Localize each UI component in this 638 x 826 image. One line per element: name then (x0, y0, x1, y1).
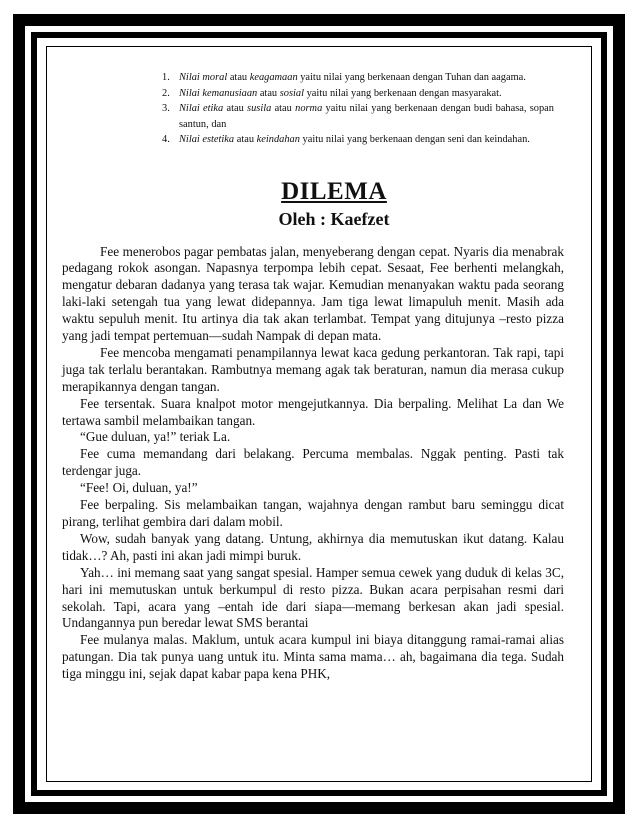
story-paragraph: “Fee! Oi, duluan, ya!” (80, 480, 198, 496)
story-paragraph: Yah… ini memang saat yang sangat spesial. Hamper semua cewek yang duduk di kelas 3C, hari ini memutuskan untuk berkumpul di resto pizza. Bukan acara perpisahan resmi dari sekolah. Tapi, acara yang –entah ide dari siapa—memang berkesan akan jadi spesial. Undangannya pun beredar lewat SMS berantai (62, 564, 564, 631)
story-paragraph: “Gue duluan, ya!” teriak La. (80, 429, 231, 445)
story-paragraph: Fee mulanya malas. Maklum, untuk acara kumpul ini biaya ditanggung ramai-ramai alias patungan. Dia tak punya uang untuk itu. Minta sama mama… ah, bagaimana dia tega. Sudah tiga minggu ini, sejak dapat kabar papa kena PHK, (62, 632, 564, 682)
story-body (62, 244, 564, 684)
values-list-item: 1. Nilai moral atau keagamaan yaitu nilai yang berkenaan dengan Tuhan dan aagama. (162, 72, 526, 83)
values-list (162, 70, 554, 148)
story-paragraph: Fee tersentak. Suara knalpot motor mengejutkannya. Dia berpaling. Melihat La dan We tertawa sambil melambaikan tangan. (62, 395, 564, 428)
values-list-item: 2. Nilai kemanusiaan atau sosial yaitu nilai yang berkenaan dengan masyarakat. (162, 87, 502, 99)
values-list-item: 4. Nilai estetika atau keindahan yaitu nilai yang berkenaan dengan seni dan keindahan. (162, 134, 530, 145)
story-paragraph: Fee mencoba mengamati penampilannya lewat kaca gedung perkantoran. Tak rapi, tapi juga tak terlalu berantakan. Rambutnya memang agak tak beraturan, namun dia merasa cukup merapikannya dengan tangan. (62, 344, 564, 394)
story-paragraph: Fee menerobos pagar pembatas jalan, menyeberang dengan cepat. Nyaris dia menabrak pedagang rokok asongan. Napasnya terpompa lebih cepat. Sesaat, Fee berhenti melangkah, mengatur debaran dadanya yang terasa tak wajar. Kemudian menanyakan waktu pada seorang laki-laki setengah tua yang lewat didepannya. Jam tiga lewat limapuluh menit. Masih ada waktu sepuluh menit. Itu artinya dia tak akan terlambat. Tempat yang ditujunya –resto pizza yang jadi tempat pertemuan—sudah Nampak di depan mata. (62, 243, 564, 344)
story-paragraph: Fee cuma memandang dari belakang. Percuma membalas. Nggak penting. Pasti tak terdengar juga. (62, 446, 564, 479)
story-paragraph: Wow, sudah banyak yang datang. Untung, akhirnya dia memutuskan ikut datang. Kalau tidak…? Ah, pasti ini akan jadi mimpi buruk. (62, 530, 564, 563)
story-paragraph: Fee berpaling. Sis melambaikan tangan, wajahnya dengan rambut baru seminggu dicat pirang, terlihat gembira dari dalam mobil. (62, 497, 564, 529)
story-byline: Oleh : Kaefzet (278, 208, 390, 229)
story-title: DILEMA (281, 177, 387, 205)
page-content (62, 70, 564, 683)
values-list-item: 3. Nilai etika atau susila atau norma yaitu nilai yang berkenaan dengan budi bahasa, sopan santun, dan (162, 103, 554, 130)
